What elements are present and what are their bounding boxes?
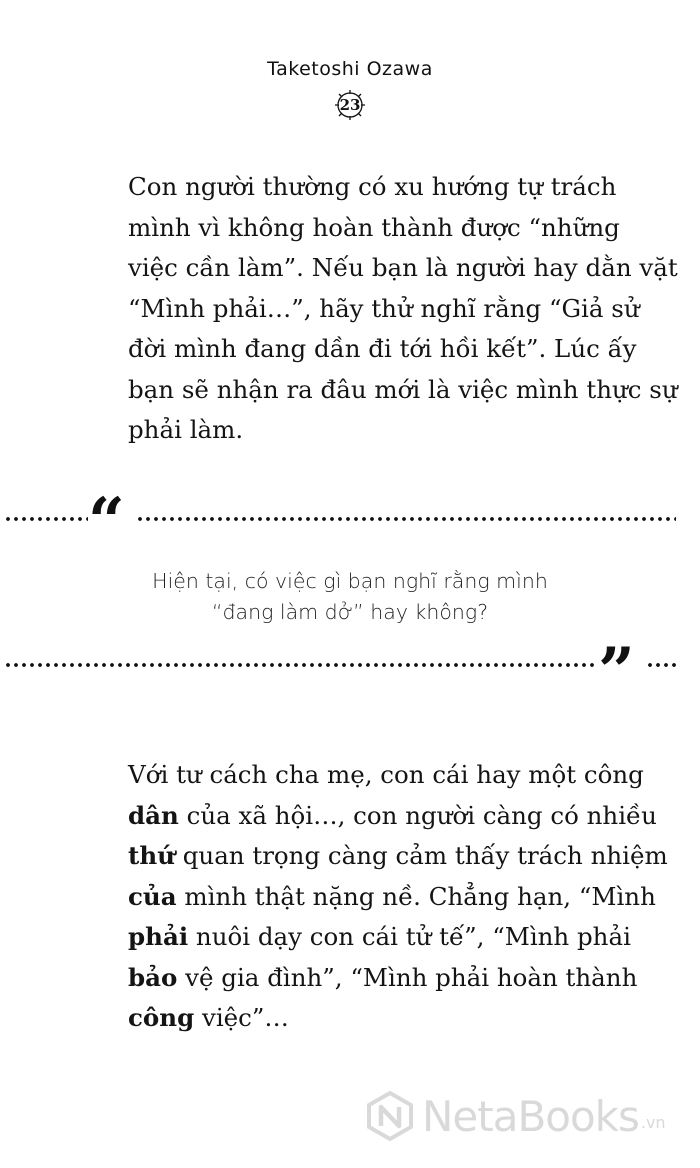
paragraph-2 [128,755,668,1039]
paragraph-line: Con người thường có xu hướng tự trách [128,172,617,201]
dotted-divider [4,516,88,522]
paragraph-line: bạn sẽ nhận ra đâu mới là việc mình thực sự [128,374,678,404]
close-quote-mark: ” [598,634,635,709]
paragraph-line: của mình thật nặng nề. Chẳng hạn, “Mình [128,881,656,911]
question-line: “đang làm dở” hay không? [211,600,489,624]
open-quote-mark: “ [88,484,125,559]
watermark-suffix: .vn [640,1113,666,1132]
paragraph-line: việc cần làm”. Nếu bạn là người hay dằn vặt [128,253,678,282]
dotted-divider [136,516,676,522]
paragraph-line: công việc”… [128,1003,289,1032]
paragraph-line: Với tư cách cha mẹ, con cái hay một công [128,760,644,789]
watermark [364,1090,666,1142]
dotted-divider [646,662,678,668]
paragraph-line: đời mình đang dần đi tới hồi kết”. Lúc ấy [128,334,637,363]
paragraph-line: phải làm. [128,415,244,444]
question-line: Hiện tại, có việc gì bạn nghĩ rằng mình [152,569,548,593]
paragraph-line: mình vì không hoàn thành được “những [128,212,620,242]
paragraph-1 [128,167,678,451]
running-head-author: Taketoshi Ozawa [267,58,433,80]
netabooks-logo-icon [364,1090,416,1142]
paragraph-line: dân của xã hội…, con người càng có nhiều [128,800,657,830]
paragraph-line: thứ quan trọng càng cảm thấy trách nhiệm [128,841,668,870]
watermark-brand: NetaBooks [422,1091,639,1141]
paragraph-line: “Mình phải…”, hãy thử nghĩ rằng “Giả sử [128,293,640,323]
dotted-divider [4,662,598,668]
page-number-badge [334,89,366,121]
paragraph-line: phải nuôi dạy con cái tử tế”, “Mình phải [128,922,631,951]
reflection-question [0,566,700,628]
paragraph-line: bảo vệ gia đình”, “Mình phải hoàn thành [128,962,638,992]
page-number: 23 [339,96,361,114]
